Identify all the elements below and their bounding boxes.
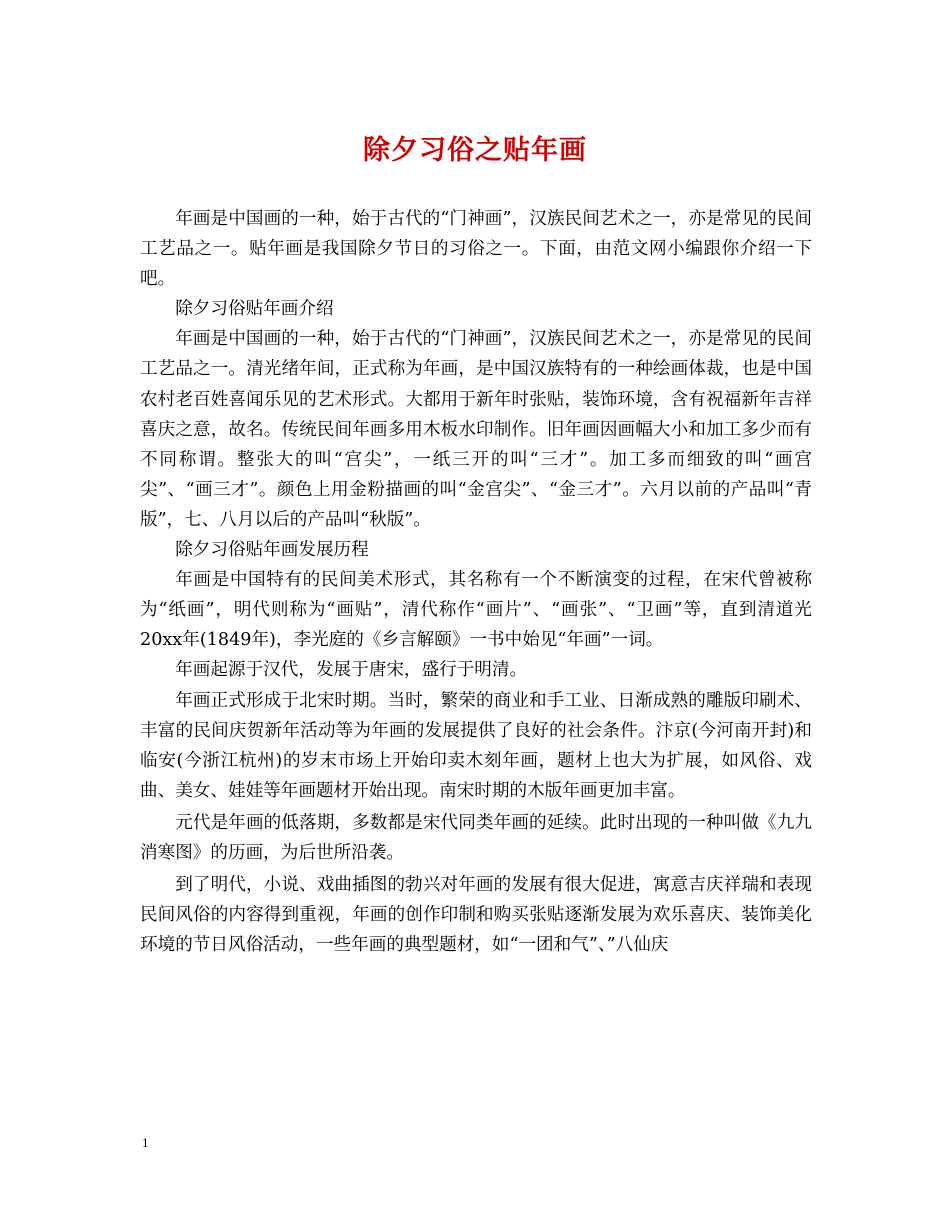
paragraph-history-names: 年画是中国特有的民间美术形式，其名称有一个不断演变的过程，在宋代曾被称为“纸画”，明代则称为“画贴”，清代称作“画片”、“画张”、“卫画”等，直到清道光20xx年(1849年)，李光庭的《乡言解颐》一书中始见“年画”一词。 [140, 570, 812, 651]
paragraph-history-song: 年画正式形成于北宋时期。当时，繁荣的商业和手工业、日渐成熟的雕版印刷术、丰富的民间庆贺新年活动等为年画的发展提供了良好的社会条件。汴京(今河南开封)和临安(今浙江杭州)的岁末市场上开始印卖木刻年画，题材上也大为扩展，如风俗、戏曲、美女、娃娃等年画题材开始出现。南宋时期的木版年画更加丰富。 [140, 690, 812, 801]
document-body [140, 204, 812, 960]
paragraph-history-ming: 到了明代，小说、戏曲插图的勃兴对年画的发展有很大促进，寓意吉庆祥瑞和表现民间风俗的内容得到重视，年画的创作印制和购买张贴逐渐发展为欢乐喜庆、装饰美化环境的节日风俗活动，一些年画的典型题材，如“一团和气”、”八仙庆 [140, 875, 812, 956]
paragraph-introduction: 年画是中国画的一种，始于古代的“门神画”，汉族民间艺术之一，亦是常见的民间工艺品之一。清光绪年间，正式称为年画，是中国汉族特有的一种绘画体裁，也是中国农村老百姓喜闻乐见的艺术形式。大都用于新年时张贴，装饰环境，含有祝福新年吉祥喜庆之意，故名。传统民间年画多用木板水印制作。旧年画因画幅大小和加工多少而有不同称谓。整张大的叫“宫尖”，一纸三开的叫“三才”。加工多而细致的叫“画宫尖”、“画三才”。颜色上用金粉描画的叫“金宫尖”、“金三才”。六月以前的产品叫“青版”，七、八月以后的产品叫“秋版”。 [140, 329, 812, 530]
section-heading-introduction: 除夕习俗贴年画介绍 [175, 299, 334, 320]
page-number: 1 [142, 1135, 149, 1150]
page-title: 除夕习俗之贴年画 [363, 135, 587, 166]
section-heading-history: 除夕习俗贴年画发展历程 [175, 540, 369, 561]
paragraph-history-origin: 年画起源于汉代，发展于唐宋，盛行于明清。 [175, 660, 528, 681]
paragraph-history-yuan: 元代是年画的低落期，多数都是宋代同类年画的延续。此时出现的一种叫做《九九消寒图》的历画，为后世所沿袭。 [140, 812, 812, 863]
paragraph-intro: 年画是中国画的一种，始于古代的“门神画”，汉族民间艺术之一，亦是常见的民间工艺品之一。贴年画是我国除夕节日的习俗之一。下面，由范文网小编跟你介绍一下吧。 [140, 209, 812, 290]
